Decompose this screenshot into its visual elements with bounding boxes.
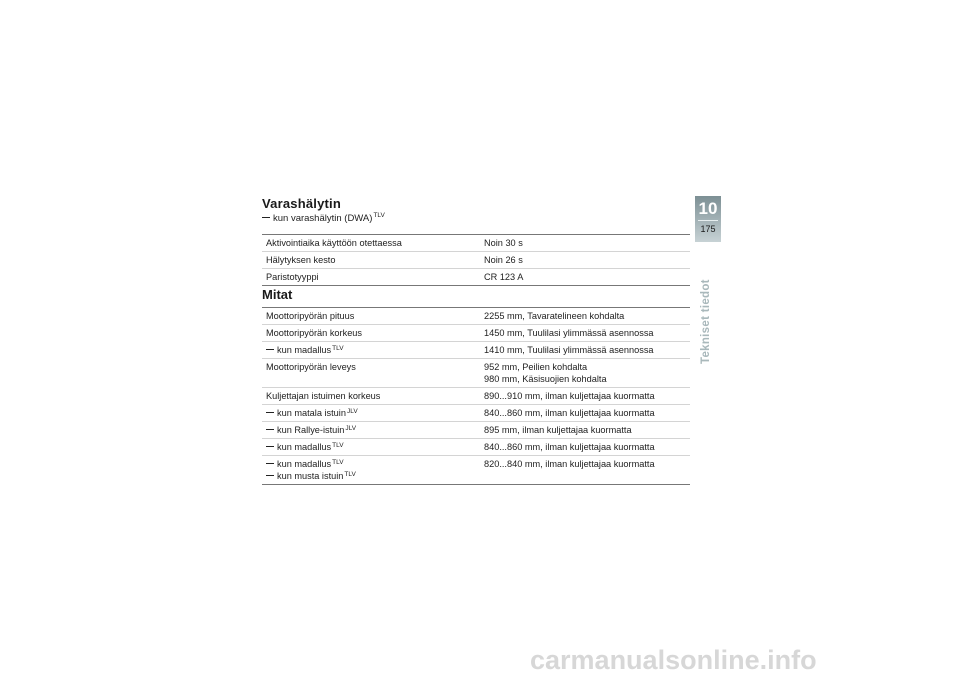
row-value: 840...860 mm, ilman kuljettajaa kuormatta xyxy=(472,439,690,456)
row-label: Paristotyyppi xyxy=(262,269,472,286)
alarm-heading: Varashälytin xyxy=(262,196,341,211)
table-row xyxy=(262,388,690,405)
dash-bullet-icon xyxy=(266,446,274,448)
row-label xyxy=(262,405,472,422)
table-row xyxy=(262,422,690,439)
value-line: 980 mm, Käsisuojien kohdalta xyxy=(484,374,607,384)
row-label: Aktivointiaika käyttöön otettaessa xyxy=(262,235,472,252)
label-line xyxy=(266,470,468,482)
dash-bullet-icon xyxy=(266,412,274,414)
alarm-table xyxy=(262,234,690,286)
label-text: kun madallus xyxy=(277,345,332,355)
row-value: 840...860 mm, ilman kuljettajaa kuormatta xyxy=(472,405,690,422)
dash-bullet-icon xyxy=(266,475,274,477)
row-label xyxy=(262,422,472,439)
table-row xyxy=(262,439,690,456)
alarm-subheading xyxy=(262,213,385,224)
label-sup: TLV xyxy=(332,442,344,449)
page-number: 175 xyxy=(700,224,716,234)
row-value: CR 123 A xyxy=(472,269,690,286)
dash-bullet-icon xyxy=(266,349,274,351)
row-label: Kuljettajan istuimen korkeus xyxy=(262,388,472,405)
label-text: kun madallus xyxy=(277,459,332,469)
label-text: kun musta istuin xyxy=(277,471,344,481)
alarm-sub-sup: TLV xyxy=(373,212,385,219)
row-value: Noin 30 s xyxy=(472,235,690,252)
chapter-number: 10 xyxy=(698,199,718,218)
label-text: kun Rallye-istuin xyxy=(277,425,345,435)
row-label xyxy=(262,439,472,456)
row-label xyxy=(262,456,472,485)
label-sup: TLV xyxy=(332,345,344,352)
watermark: carmanualsonline.info xyxy=(530,645,817,675)
label-line xyxy=(266,458,468,470)
dash-bullet-icon xyxy=(266,429,274,431)
row-label xyxy=(262,342,472,359)
row-value: 895 mm, ilman kuljettajaa kuormatta xyxy=(472,422,690,439)
label-text: kun madallus xyxy=(277,442,332,452)
row-value: 1410 mm, Tuulilasi ylimmässä asennossa xyxy=(472,342,690,359)
row-value: 1450 mm, Tuulilasi ylimmässä asennossa xyxy=(472,325,690,342)
table-row xyxy=(262,405,690,422)
label-sup: TLV xyxy=(344,471,356,478)
dash-bullet-icon xyxy=(266,463,274,465)
chapter-tab xyxy=(695,196,721,242)
table-row xyxy=(262,269,690,286)
dash-bullet-icon xyxy=(262,217,270,219)
alarm-sub-text: kun varashälytin (DWA) xyxy=(273,213,373,224)
row-label: Moottoripyörän korkeus xyxy=(262,325,472,342)
row-value: 820...840 mm, ilman kuljettajaa kuormatta xyxy=(472,456,690,485)
table-row xyxy=(262,235,690,252)
dims-heading: Mitat xyxy=(262,287,293,302)
row-value: Noin 26 s xyxy=(472,252,690,269)
label-sup: JLV xyxy=(345,425,357,432)
table-row xyxy=(262,252,690,269)
dims-table xyxy=(262,307,690,485)
tab-divider xyxy=(698,220,718,221)
label-sup: TLV xyxy=(332,459,344,466)
chapter-side-title: Tekniset tiedot xyxy=(700,279,712,364)
row-label: Moottoripyörän pituus xyxy=(262,308,472,325)
table-row xyxy=(262,342,690,359)
row-label: Hälytyksen kesto xyxy=(262,252,472,269)
label-text: kun matala istuin xyxy=(277,408,346,418)
row-label: Moottoripyörän leveys xyxy=(262,359,472,388)
row-value: 890...910 mm, ilman kuljettajaa kuormatta xyxy=(472,388,690,405)
table-row xyxy=(262,359,690,388)
table-row xyxy=(262,308,690,325)
row-value xyxy=(472,359,690,388)
label-sup: JLV xyxy=(346,408,358,415)
value-line: 952 mm, Peilien kohdalta xyxy=(484,362,588,372)
table-row xyxy=(262,456,690,485)
row-value: 2255 mm, Tavaratelineen kohdalta xyxy=(472,308,690,325)
table-row xyxy=(262,325,690,342)
